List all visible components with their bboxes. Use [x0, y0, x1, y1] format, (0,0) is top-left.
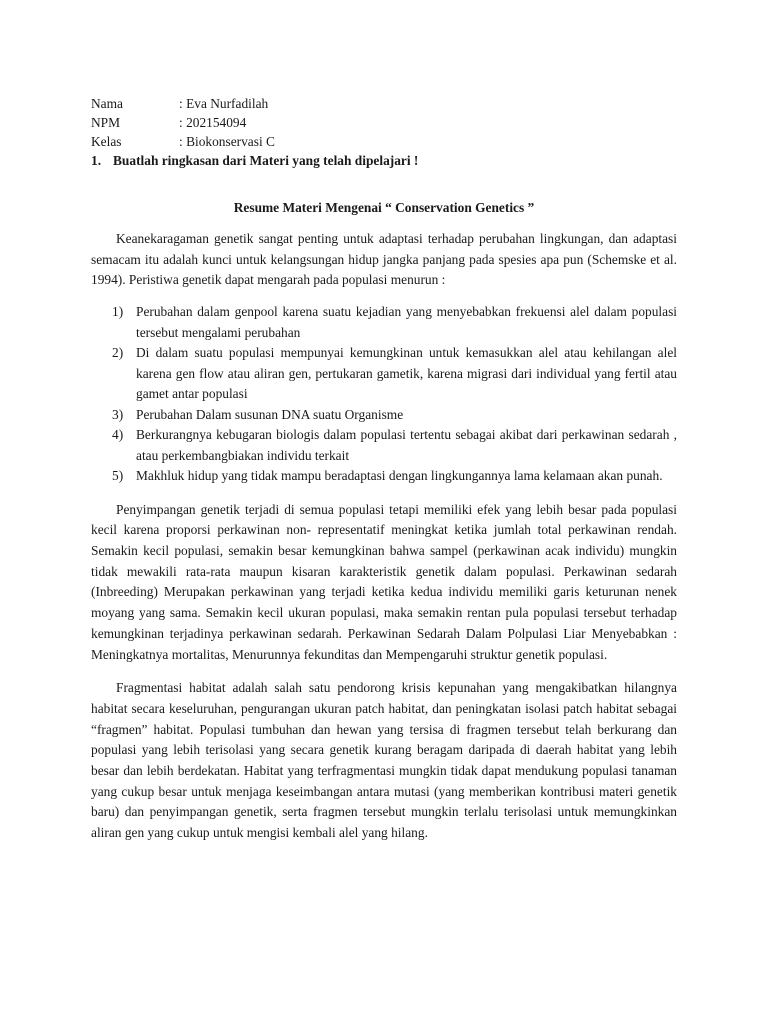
list-item — [91, 405, 677, 426]
info-row-name — [91, 94, 677, 113]
resume-title: Resume Materi Mengenai “ Conservation Genetics ” — [233, 200, 535, 215]
list-number: 1) — [112, 304, 124, 320]
list-item — [91, 425, 677, 466]
list-text: Makhluk hidup yang tidak mampu beradaptasi dengan lingkungannya lama kelamaan akan punah. — [136, 468, 663, 484]
paragraph-fragmentation: Fragmentasi habitat adalah salah satu pendorong krisis kepunahan yang mengakibatkan hilangnya habitat secara keseluruhan, pengurangan ukuran patch habitat, dan peningkatan isolasi patch habitat sebagai “fragmen” habitat. Populasi tumbuhan dan hewan yang tersisa di fragmen tersebut telah berkurang dan populasi yang lebih terisolasi yang secara genetik kurang beragam daripada di daerah habitat yang lebih besar dan lebih berdekatan. Habitat yang terfragmentasi mungkin tidak dapat mendukung populasi tanaman yang cukup besar untuk menjaga keseimbangan antara mutasi (yang memberikan kontribusi materi genetik baru) dan penyimpangan genetik, serta fragmen tersebut mungkin terlalu terisolasi untuk memungkinkan aliran gen yang cukup untuk mengisi kembali alel yang hilang. — [91, 680, 677, 841]
info-value: : 202154094 — [179, 115, 247, 130]
event-list — [91, 302, 677, 487]
paragraph-genetic-drift: Penyimpangan genetik terjadi di semua populasi tetapi memiliki efek yang lebih besar pada populasi kecil karena proporsi perkawinan non- representatif meningkat ketika jumlah total perkawinan rendah. Semakin kecil populasi, semakin besar kemungkinan bahwa sampel (perkawinan acak individu) mungkin tidak mewakili rata-rata maupun kisaran karakteristik genetik dalam populasi. Perkawinan sedarah (Inbreeding) Merupakan perkawinan yang terjadi ketika kedua individu memiliki garis keturunan nenek moyang yang sama. Semakin kecil ukuran populasi, maka semakin rentan pula populasi tersebut terhadap kemungkinan terjadinya perkawinan sedarah. Perkawinan Sedarah Dalam Polpulasi Liar Menyebabkan : Meningkatnya mortalitas, Menurunnya fekunditas dan Mempengaruhi struktur genetik populasi. — [91, 501, 677, 662]
question-text: Buatlah ringkasan dari Materi yang telah dipelajari ! — [113, 153, 419, 168]
list-number: 3) — [112, 406, 124, 422]
info-label: Nama — [91, 96, 123, 111]
list-text: Perubahan Dalam susunan DNA suatu Organisme — [136, 406, 404, 422]
list-number: 5) — [112, 468, 124, 484]
info-row-class — [91, 132, 677, 151]
student-info — [91, 94, 677, 151]
list-text: Di dalam suatu populasi mempunyai kemungkinan untuk kemasukkan alel atau kehilangan alel karena gen flow atau aliran gen, pertukaran gametik, karena migrasi dari individual yang fertil atau gamet antar populasi — [136, 345, 677, 402]
list-text: Berkurangnya kebugaran biologis dalam populasi tertentu sebagai akibat dari perkawinan sedarah , atau perkembangbiakan individu terkait — [136, 427, 677, 463]
question — [91, 151, 677, 171]
paragraph-intro: Keanekaragaman genetik sangat penting untuk adaptasi terhadap perubahan lingkungan, dan adaptasi semacam itu adalah kunci untuk kelangsungan hidup jangka panjang pada spesies apa pun (Schemske et al. 1994). Peristiwa genetik dapat mengarah pada populasi menurun : — [91, 231, 677, 288]
list-number: 4) — [112, 427, 124, 443]
question-number: 1. — [91, 153, 102, 168]
list-item — [91, 343, 677, 405]
list-text: Perubahan dalam genpool karena suatu kejadian yang menyebabkan frekuensi alel dalam populasi tersebut mengalami perubahan — [136, 304, 677, 340]
list-item — [91, 302, 677, 343]
info-row-npm — [91, 113, 677, 132]
info-value: : Biokonservasi C — [179, 134, 275, 149]
document-page — [91, 94, 677, 844]
info-value: : Eva Nurfadilah — [179, 96, 269, 111]
info-label: Kelas — [91, 134, 122, 149]
info-label: NPM — [91, 115, 121, 130]
list-item — [91, 466, 677, 487]
list-number: 2) — [112, 345, 124, 361]
